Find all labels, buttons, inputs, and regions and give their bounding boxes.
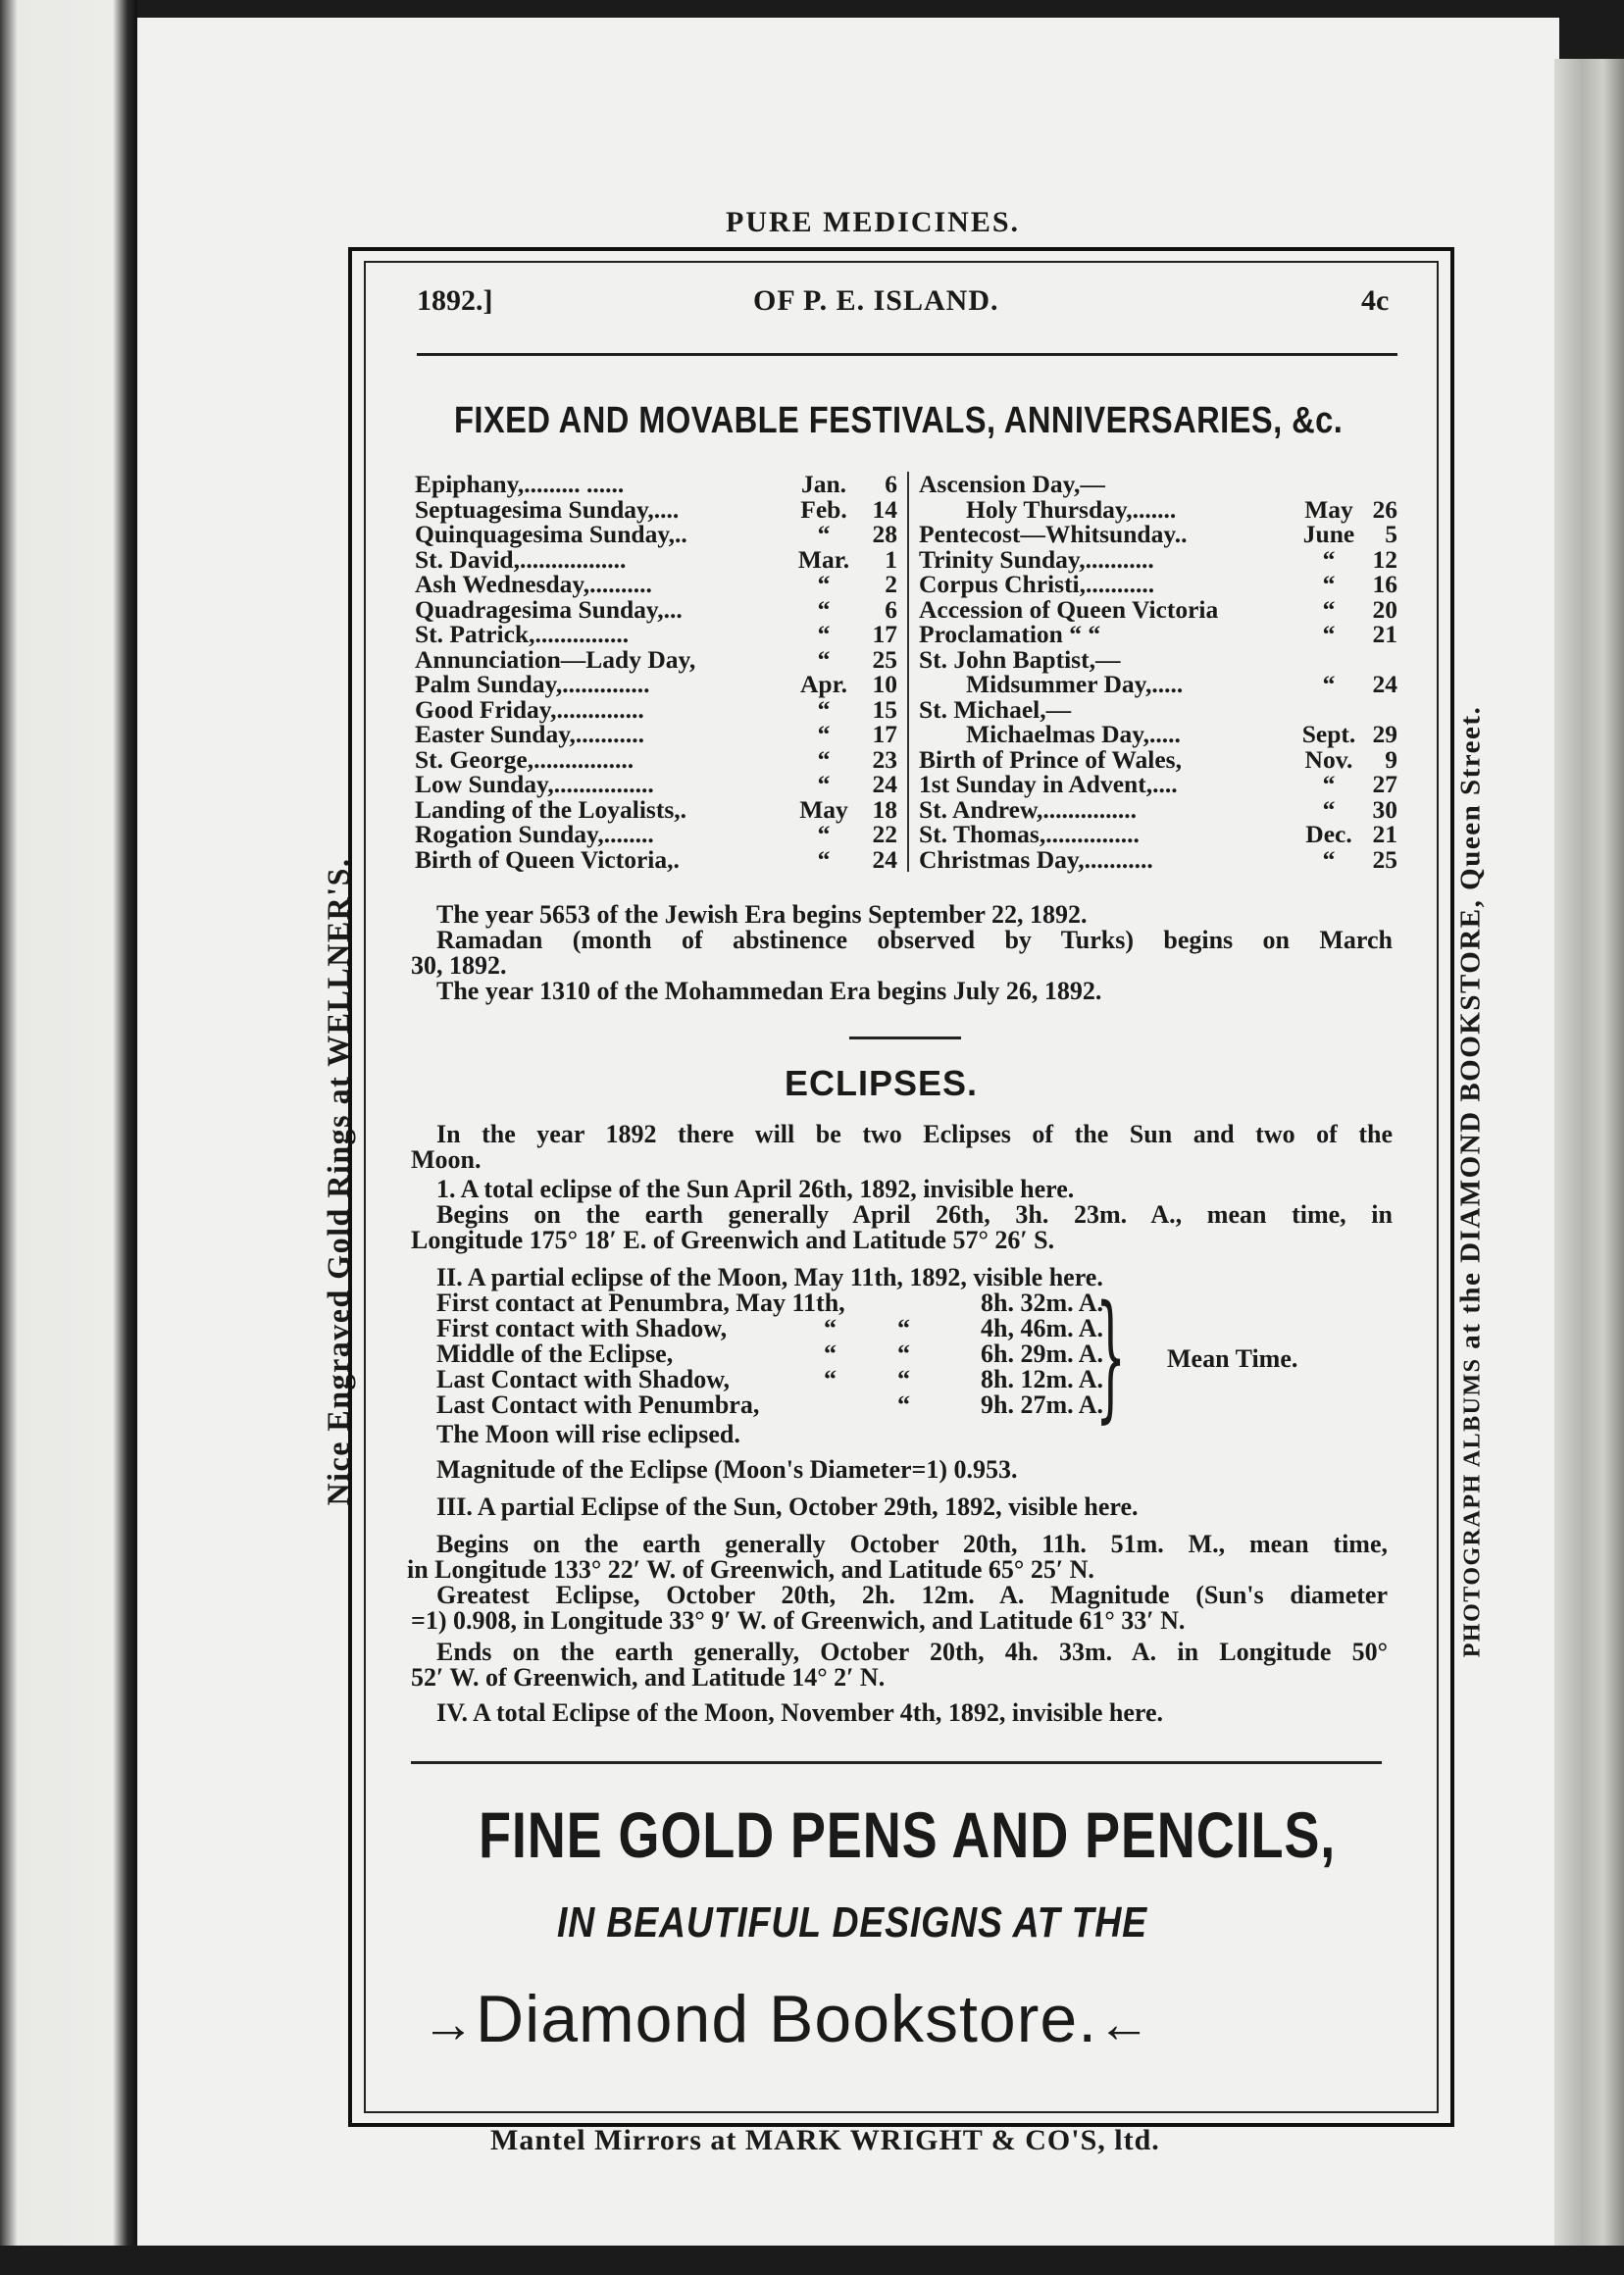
festival-name: Epiphany,......... ...... [415, 470, 625, 498]
festival-month: “ [817, 720, 831, 748]
festival-name: Midsummer Day,..... [966, 670, 1184, 698]
festival-month: May [799, 794, 848, 824]
contact-time: 4h, 46m. A. [981, 1314, 1103, 1342]
festival-name: St. John Baptist,— [919, 644, 1121, 674]
festival-row [415, 644, 901, 674]
festival-name: Ash Wednesday,.......... [415, 570, 652, 598]
festival-name: Accession of Queen Victoria [919, 594, 1219, 624]
festival-month: May [1304, 494, 1353, 524]
festival-row [415, 794, 901, 824]
festival-row [919, 544, 1399, 574]
contact-row [436, 1316, 1103, 1341]
festival-day: 17 [872, 720, 897, 748]
festival-day: 16 [1372, 570, 1397, 598]
festival-name: Low Sunday,................ [415, 770, 654, 798]
side-advert-right-part1: PHOTOGRAPH ALBUMS [1459, 1357, 1486, 1658]
header-title: OF P. E. ISLAND. [753, 284, 999, 317]
festival-day: 30 [1372, 794, 1397, 824]
note-ramadan-line2: 30, 1892. [411, 951, 507, 980]
festival-day: 24 [1372, 670, 1397, 698]
advert-headline: FINE GOLD PENS AND PENCILS, [479, 1798, 1337, 1871]
contact-ditto: “ [897, 1390, 910, 1419]
advert-subline: IN BEAUTIFUL DESIGNS AT THE [557, 1898, 1147, 1946]
festival-day: 5 [1385, 520, 1397, 548]
festival-day: 2 [885, 570, 897, 598]
eclipse-2-rise: The Moon will rise eclipsed. [436, 1420, 740, 1448]
festival-month: Jan. [800, 470, 847, 498]
festival-name: Proclamation “ “ [919, 620, 1101, 648]
festivals-title: FIXED AND MOVABLE FESTIVALS, ANNIVERSARIES, &c. [454, 400, 1344, 441]
festival-name: St. Patrick,............... [415, 620, 630, 648]
note-mohammedan-era: The year 1310 of the Mohammedan Era begins July 26, 1892. [436, 977, 1102, 1005]
festival-day: 6 [885, 594, 897, 624]
festival-day: 20 [1372, 594, 1397, 624]
contact-label: Last Contact with Penumbra, [436, 1390, 760, 1419]
eclipse-3-title: III. A partial Eclipse of the Sun, October 29th, 1892, visible here. [436, 1492, 1139, 1521]
festival-month: Sept. [1301, 720, 1356, 748]
festival-month: Mar. [797, 544, 850, 574]
festival-name: Septuagesima Sunday,.... [415, 494, 680, 524]
festival-month: “ [1322, 670, 1336, 698]
festival-month: “ [1322, 770, 1336, 798]
festival-name: Easter Sunday,........... [415, 720, 645, 748]
festival-row [415, 622, 901, 647]
eclipse-1-title: 1. A total eclipse of the Sun April 26th, 1892, invisible here. [436, 1175, 1075, 1203]
festival-name: St. Michael,— [919, 694, 1072, 724]
festival-name: Palm Sunday,.............. [415, 670, 650, 698]
eclipse-2-magnitude: Magnitude of the Eclipse (Moon's Diameter=1) 0.953. [436, 1455, 1018, 1484]
festivals-right-column [919, 472, 1399, 872]
eclipse-3-line4: =1) 0.908, in Longitude 33° 9′ W. of Greenwich, and Latitude 61° 33′ N. [411, 1606, 1186, 1635]
festival-name: Pentecost—Whitsunday.. [919, 520, 1188, 548]
column-divider [907, 472, 909, 872]
festival-name: St. Thomas,............... [919, 820, 1140, 848]
festival-month: Dec. [1305, 820, 1352, 848]
contact-time: 8h. 32m. A. [981, 1289, 1103, 1317]
festival-name: Birth of Queen Victoria,. [415, 844, 680, 874]
festival-name: Trinity Sunday,........... [919, 544, 1154, 574]
festival-month: Nov. [1304, 744, 1353, 774]
festival-row [415, 772, 901, 797]
arrow-left-icon: ← [1097, 1995, 1152, 2053]
festival-day: 23 [872, 744, 897, 774]
festival-month: Apr. [800, 670, 847, 698]
festival-row [919, 794, 1399, 824]
contact-ditto: “ [897, 1340, 910, 1368]
contact-row [436, 1367, 1103, 1392]
festival-name: Birth of Prince of Wales, [919, 744, 1182, 774]
bottom-shadow [0, 2246, 1624, 2275]
festival-row [415, 672, 901, 697]
festival-day: 18 [872, 794, 897, 824]
note-jewish-era: The year 5653 of the Jewish Era begins September 22, 1892. [436, 900, 1088, 929]
festivals-left-column [415, 472, 901, 872]
header-rule [417, 353, 1397, 356]
festival-month: “ [1322, 594, 1336, 624]
contact-label: First contact at Penumbra, May 11th, [436, 1289, 845, 1317]
festival-month: “ [817, 770, 831, 798]
festival-day: 9 [1385, 744, 1397, 774]
advert-store-name [422, 1981, 1151, 2057]
festival-month: “ [1322, 844, 1336, 874]
eclipse-4-title: IV. A total Eclipse of the Moon, November 4th, 1892, invisible here. [436, 1698, 1163, 1727]
festival-day: 29 [1372, 720, 1397, 748]
festival-month: “ [1322, 544, 1336, 574]
section-rule [849, 1036, 961, 1039]
festival-name: Quinquagesima Sunday,.. [415, 520, 687, 548]
mean-time-label: Mean Time. [1167, 1344, 1298, 1373]
contact-ditto: “ [897, 1314, 910, 1342]
book-edge [1554, 59, 1624, 2275]
festival-day: 12 [1372, 544, 1397, 574]
festival-month: Feb. [800, 494, 847, 524]
festival-month: “ [817, 820, 831, 848]
advert-rule [411, 1761, 1382, 1764]
festival-month: “ [817, 570, 831, 598]
arrow-right-icon: → [422, 1995, 476, 2053]
festival-name: St. Andrew,............... [919, 794, 1137, 824]
festival-month: “ [817, 744, 831, 774]
festival-day: 10 [872, 670, 897, 698]
festival-row [415, 544, 901, 574]
festival-day: 25 [1372, 844, 1397, 874]
festival-name: St. David,................. [415, 544, 627, 574]
festival-row [919, 722, 1399, 747]
contact-time: 9h. 27m. A. [981, 1390, 1103, 1419]
festival-row [919, 844, 1399, 874]
festival-name: St. George,................ [415, 744, 634, 774]
festival-name: Quadragesima Sunday,... [415, 594, 683, 624]
festival-row [919, 494, 1399, 524]
festival-row [919, 772, 1399, 797]
festival-day: 15 [872, 694, 897, 724]
festival-day: 26 [1372, 494, 1397, 524]
festival-row [415, 594, 901, 624]
festival-day: 22 [872, 820, 897, 848]
festival-row [415, 572, 901, 597]
eclipse-3-line3: Greatest Eclipse, October 20th, 2h. 12m. A. Magnitude (Sun's diameter [436, 1581, 1388, 1609]
festival-month: “ [817, 644, 831, 674]
festival-day: 6 [885, 470, 897, 498]
festival-day: 1 [885, 544, 897, 574]
festival-month: “ [1322, 794, 1336, 824]
festival-name: Ascension Day,— [919, 470, 1105, 498]
festival-row [919, 622, 1399, 647]
festival-month: “ [817, 694, 831, 724]
eclipse-1-line1: Begins on the earth generally April 26th, 3h. 23m. A., mean time, in [436, 1200, 1393, 1229]
contact-time: 8h. 12m. A. [981, 1365, 1103, 1393]
festival-month: “ [817, 594, 831, 624]
eclipse-3-line6: 52′ W. of Greenwich, and Latitude 14° 2′ N. [411, 1663, 886, 1692]
festival-row [415, 744, 901, 774]
festival-day: 21 [1372, 820, 1397, 848]
eclipses-intro-line1: In the year 1892 there will be two Eclipses of the Sun and two of the [436, 1120, 1393, 1148]
festival-row [919, 472, 1399, 497]
side-advert-right [1455, 706, 1488, 1657]
eclipses-title: ECLIPSES. [785, 1063, 979, 1103]
festival-row [919, 672, 1399, 697]
contact-label: First contact with Shadow, [436, 1314, 728, 1342]
header-year: 1892.] [417, 284, 493, 317]
festival-row [919, 594, 1399, 624]
festival-name: 1st Sunday in Advent,.... [919, 770, 1178, 798]
contact-ditto: “ [824, 1340, 837, 1368]
running-foot: Mantel Mirrors at MARK WRIGHT & CO'S, ltd. [490, 2124, 1160, 2156]
festival-day: 24 [872, 770, 897, 798]
contact-row [436, 1290, 1103, 1316]
eclipse-3-line1: Begins on the earth generally October 20th, 11h. 51m. M., mean time, [436, 1530, 1388, 1558]
contact-row [436, 1392, 1103, 1418]
contact-label: Last Contact with Shadow, [436, 1365, 731, 1393]
eclipse-3-line2: in Longitude 133° 22′ W. of Greenwich, and Latitude 65° 25′ N. [407, 1555, 1094, 1584]
festival-month: “ [1322, 620, 1336, 648]
festival-day: 24 [872, 844, 897, 874]
festival-day: 27 [1372, 770, 1397, 798]
advert-store-text: Diamond Bookstore. [476, 1982, 1098, 2056]
festival-month: “ [1322, 570, 1336, 598]
festival-day: 21 [1372, 620, 1397, 648]
festival-name: Landing of the Loyalists,. [415, 794, 687, 824]
festival-row [919, 572, 1399, 597]
contact-ditto: “ [824, 1314, 837, 1342]
festival-name: Christmas Day,........... [919, 844, 1153, 874]
festival-name: Holy Thursday,....... [966, 494, 1177, 524]
contact-label: Middle of the Eclipse, [436, 1340, 674, 1368]
contact-row [436, 1341, 1103, 1367]
festival-row [919, 694, 1399, 724]
eclipse-1-line2: Longitude 175° 18′ E. of Greenwich and Latitude 57° 26′ S. [411, 1226, 1055, 1254]
festival-day: 17 [872, 620, 897, 648]
festival-row [415, 694, 901, 724]
festival-row [919, 822, 1399, 847]
note-ramadan-line1: Ramadan (month of abstinence observed by Turks) begins on March [436, 926, 1393, 954]
eclipse-2-title: II. A partial eclipse of the Moon, May 11th, 1892, visible here. [436, 1263, 1103, 1291]
festival-name: Rogation Sunday,........ [415, 820, 654, 848]
festival-day: 14 [872, 494, 897, 524]
side-advert-right-part2: at the DIAMOND BOOKSTORE, Queen Street. [1454, 705, 1487, 1358]
running-head: PURE MEDICINES. [726, 206, 1021, 238]
eclipses-intro-line2: Moon. [411, 1145, 482, 1174]
brace: } [1095, 1277, 1127, 1437]
festival-row [415, 722, 901, 747]
festival-name: Good Friday,.............. [415, 694, 644, 724]
festival-name: Annunciation—Lady Day, [415, 644, 696, 674]
festival-month: June [1302, 520, 1355, 548]
festival-name: Michaelmas Day,..... [966, 720, 1181, 748]
festival-row [415, 472, 901, 497]
festival-name: Corpus Christi,........... [919, 570, 1155, 598]
festival-day: 28 [872, 520, 897, 548]
festival-row [919, 644, 1399, 674]
side-advert-left: Nice Engraved Gold Rings at WELLNER'S. [320, 857, 356, 1506]
festival-row [415, 522, 901, 547]
header-page-number: 4c [1361, 284, 1390, 317]
contact-ditto: “ [824, 1365, 837, 1393]
festival-row [415, 494, 901, 524]
eclipse-3-line5: Ends on the earth generally, October 20th, 4h. 33m. A. in Longitude 50° [436, 1638, 1388, 1666]
festival-row [415, 822, 901, 847]
festival-row [919, 744, 1399, 774]
festival-row [919, 522, 1399, 547]
previous-page-edge [0, 0, 137, 2275]
festival-month: “ [817, 520, 831, 548]
festival-month: “ [817, 844, 831, 874]
contact-time: 6h. 29m. A. [981, 1340, 1103, 1368]
contact-ditto: “ [897, 1365, 910, 1393]
festival-day: 25 [872, 644, 897, 674]
festival-month: “ [817, 620, 831, 648]
festival-row [415, 844, 901, 874]
